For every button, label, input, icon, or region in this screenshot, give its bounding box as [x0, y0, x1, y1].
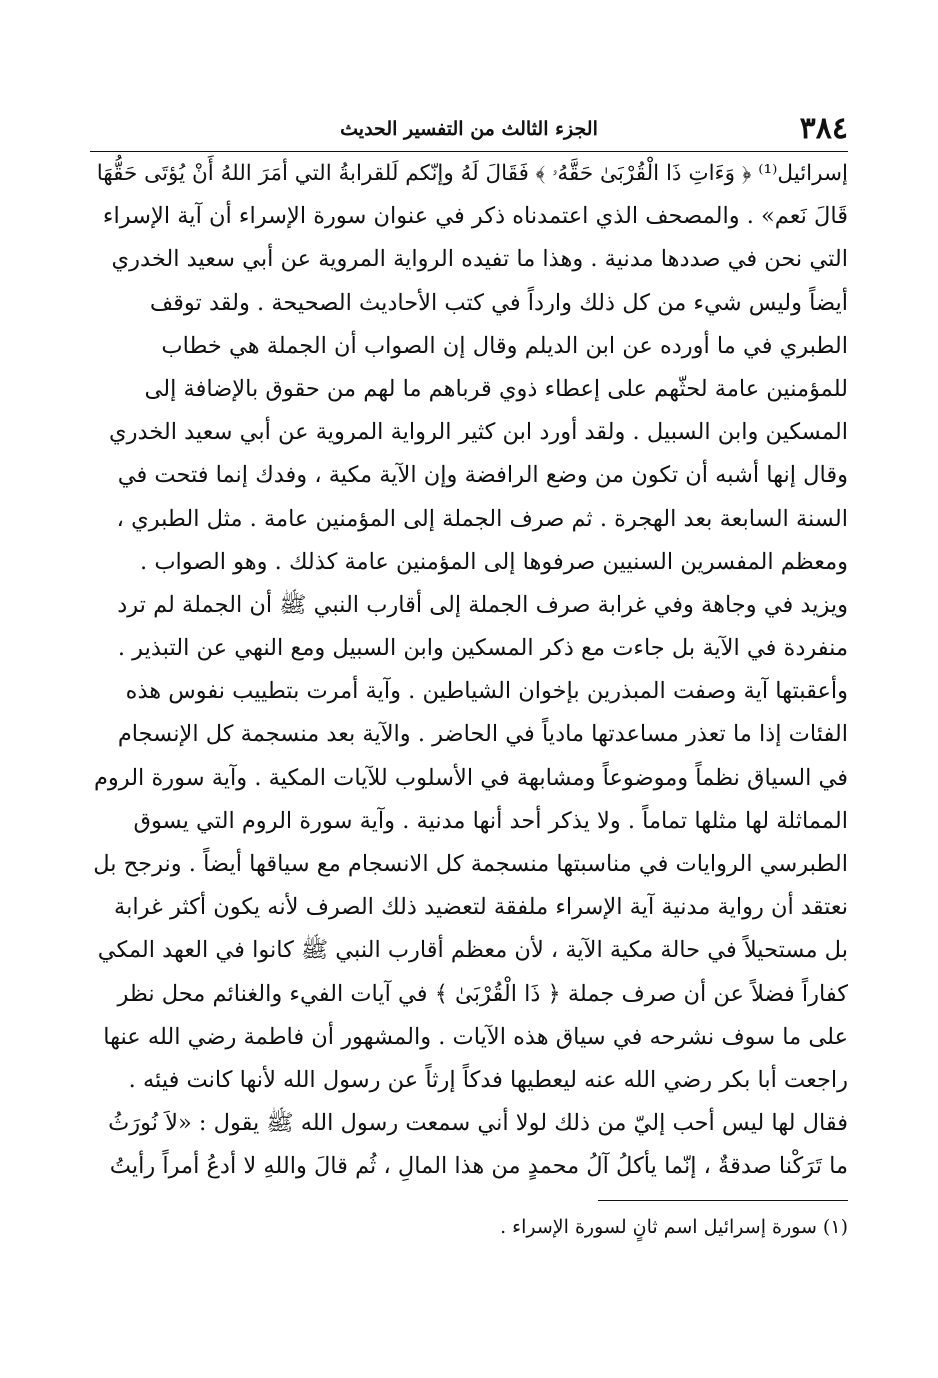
body-line: المماثلة لها مثلها تماماً . ولا يذكر أحد أنها مدنية . وآية سورة الروم التي يسوق [133, 807, 848, 834]
body-line: وأعقبتها آية وصفت المبذرين بإخوان الشياطين . وآية أمرت بتطييب نفوس هذه [125, 678, 848, 705]
body-line: وقال إنها أشبه أن تكون من وضع الرافضة وإن الآية مكية ، وفدك إنما فتحت في [117, 462, 848, 489]
body-text [90, 152, 848, 1189]
body-line: للمؤمنين عامة لحثّهم على إعطاء ذوي قرباهم ما لهم من حقوق بالإضافة إلى [144, 375, 848, 402]
body-line: بل مستحيلاً في حالة مكية الآية ، لأن معظم أقارب النبي ﷺ كانوا في العهد المكي [97, 937, 848, 964]
page-number: ٣٨٤ [799, 111, 848, 146]
body-line: ومعظم المفسرين السنيين صرفوها إلى المؤمنين عامة كذلك . وهو الصواب . [140, 548, 848, 575]
footnote: (١) سورة إسرائيل اسم ثانٍ لسورة الإسراء . [500, 1216, 848, 1238]
body-line: الفئات إذا ما تعذر مساعدتها مادياً في الحاضر . والآية بعد منسجمة كل الإنسجام [117, 721, 848, 748]
body-line: ويزيد في وجاهة وفي غرابة صرف الجملة إلى أقارب النبي ﷺ أن الجملة لم ترد [117, 591, 848, 618]
running-title: الجزء الثالث من التفسير الحديث [340, 118, 598, 140]
body-line: أيضاً وليس شيء من كل ذلك وارداً في كتب الأحاديث الصحيحة . ولقد توقف [149, 289, 848, 316]
footnote-rule [598, 1200, 848, 1201]
body-line: كفاراً فضلاً عن أن صرف جملة ﴿ ذَا الْقُرْبَىٰ ﴾ في آيات الفيء والغنائم محل نظر [117, 980, 848, 1007]
body-line: نعتقد أن رواية مدنية آية الإسراء ملفقة لتعضيد ذلك الصرف لأنه يكون أكثر غرابة [114, 894, 848, 921]
body-line: الطبرسي الروايات في مناسبتها منسجمة كل الانسجام مع سياقها أيضاً . ونرجح بل [93, 851, 848, 877]
body-line: السنة السابعة بعد الهجرة . ثم صرف الجملة إلى المؤمنين عامة . مثل الطبري ، [116, 505, 848, 532]
body-line: ما تَرَكْنا صدقةٌ ، إنّما يأكلُ آلُ محمدٍ من هذا المالِ ، ثُم قالَ واللهِ لا أدعُ أمراً رأيتُ [109, 1153, 848, 1180]
body-line: فقال لها ليس أحب إليّ من ذلك لولا أني سمعت رسول الله ﷺ يقول : «لاَ نُورَثُ [108, 1110, 848, 1137]
body-line: منفردة في الآية بل جاءت مع ذكر المسكين وابن السبيل ومع النهي عن التبذير . [117, 635, 848, 662]
body-line: الطبري في ما أورده عن ابن الديلم وقال إن الصواب أن الجملة هي خطاب [161, 332, 848, 359]
body-line: في السياق نظماً وموضوعاً ومشابهة في الأسلوب للآيات المكية . وآية سورة الروم [93, 764, 848, 791]
body-line: راجعت أبا بكر رضي الله عنه ليعطيها فدكاً إرثاً عن رسول الله لأنها كانت فيئه . [128, 1066, 848, 1093]
body-line: المسكين وابن السبيل . ولقد أورد ابن كثير الرواية المروية عن أبي سعيد الخدري [109, 419, 848, 446]
body-line: على ما سوف نشرحه في سياق هذه الآيات . والمشهور أن فاطمة رضي الله عنها [103, 1023, 848, 1050]
body-line: قَالَ نَعم» . والمصحف الذي اعتمدناه ذكر في عنوان سورة الإسراء أن آية الإسراء [102, 203, 848, 230]
page-header [90, 110, 848, 150]
body-line: إسرائيل⁽¹⁾ ﴿ وَءَاتِ ذَا الْقُرْبَىٰ حَقَّهُۥ ﴾ فَقَالَ لَهُ وإنّكم لَلقرابةُ التي أمَرَ اللهُ أَنْ يُؤتَى حَقُّهَا [96, 161, 848, 186]
body-line: التي نحن في صددها مدنية . وهذا ما تفيده الرواية المروية عن أبي سعيد الخدري [111, 246, 848, 273]
